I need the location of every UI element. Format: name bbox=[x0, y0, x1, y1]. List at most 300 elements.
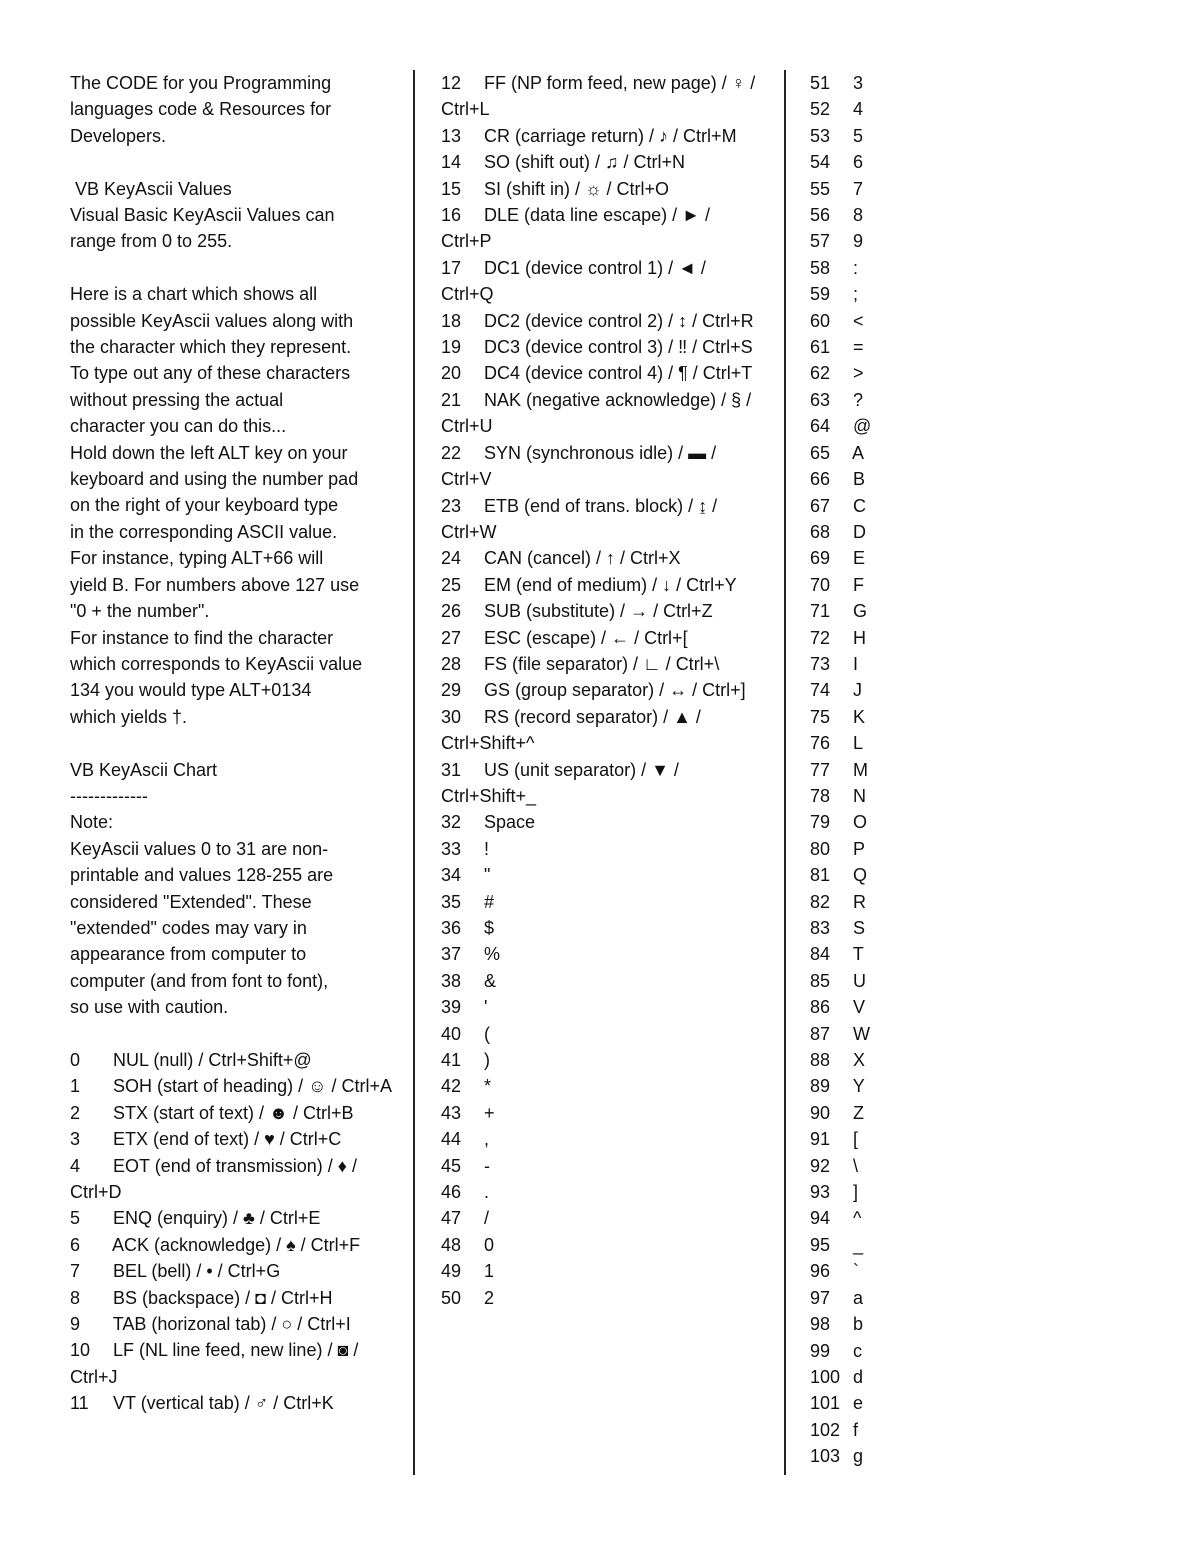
code-entry bbox=[810, 70, 930, 96]
intro-line bbox=[70, 149, 400, 175]
code-description: ACK (acknowledge) / ♠ / Ctrl+F bbox=[112, 1234, 361, 1255]
code-entry bbox=[441, 1285, 763, 1311]
code-entry bbox=[70, 1390, 400, 1416]
code-number: 65 bbox=[810, 442, 831, 463]
code-entry bbox=[810, 1047, 930, 1073]
intro-line: To type out any of these characters bbox=[70, 363, 351, 384]
code-description: A bbox=[852, 442, 865, 463]
code-description: DC1 (device control 1) / ◄ / Ctrl+Q bbox=[441, 257, 706, 305]
code-number: 91 bbox=[810, 1129, 831, 1150]
code-number: 6 bbox=[70, 1234, 81, 1255]
intro-line: possible KeyAscii values along with bbox=[70, 310, 354, 331]
code-number: 30 bbox=[441, 706, 462, 727]
code-number: 3 bbox=[70, 1129, 81, 1150]
code-description: FS (file separator) / ∟ / Ctrl+\ bbox=[484, 653, 720, 674]
code-number: 37 bbox=[441, 944, 462, 965]
column-divider-1 bbox=[413, 70, 415, 1475]
code-number: 88 bbox=[810, 1050, 831, 1071]
code-entry bbox=[441, 704, 763, 757]
intro-line: 134 you would type ALT+0134 bbox=[70, 680, 312, 701]
code-number: 96 bbox=[810, 1261, 831, 1282]
intro-line: without pressing the actual bbox=[70, 389, 284, 410]
code-entry bbox=[441, 915, 763, 941]
code-description: L bbox=[853, 733, 864, 754]
code-number: 51 bbox=[810, 73, 831, 93]
code-description: $ bbox=[484, 918, 495, 938]
code-description: FF (NP form feed, new page) / ♀ / Ctrl+L bbox=[441, 73, 756, 120]
code-number: 21 bbox=[441, 389, 462, 410]
code-entry bbox=[810, 1338, 930, 1364]
code-number: 48 bbox=[441, 1234, 462, 1255]
code-entry bbox=[441, 255, 763, 308]
code-description: ( bbox=[484, 1023, 491, 1044]
code-entry bbox=[441, 889, 763, 915]
code-entry bbox=[810, 809, 930, 835]
code-description: * bbox=[484, 1076, 492, 1097]
intro-line: Visual Basic KeyAscii Values can bbox=[70, 205, 335, 226]
code-description: / bbox=[484, 1208, 490, 1229]
code-description: g bbox=[853, 1446, 864, 1467]
intro-line: on the right of your keyboard type bbox=[70, 495, 339, 516]
code-number: 99 bbox=[810, 1340, 831, 1361]
code-number: 5 bbox=[70, 1208, 81, 1229]
intro-line: Developers. bbox=[70, 125, 167, 146]
code-description: ENQ (enquiry) / ♣ / Ctrl+E bbox=[113, 1208, 321, 1229]
code-entry bbox=[441, 1179, 763, 1205]
code-entry bbox=[810, 783, 930, 809]
code-number: 41 bbox=[441, 1050, 462, 1071]
code-number: 83 bbox=[810, 918, 831, 938]
intro-line: "0 + the number". bbox=[70, 601, 210, 622]
code-description: SO (shift out) / ♫ / Ctrl+N bbox=[484, 152, 686, 173]
code-description: F bbox=[853, 574, 865, 595]
code-number: 75 bbox=[810, 706, 831, 727]
code-description: NUL (null) / Ctrl+Shift+@ bbox=[113, 1049, 312, 1070]
code-entry bbox=[441, 651, 763, 677]
left-column bbox=[70, 70, 400, 1417]
code-description: DC3 (device control 3) / ‼ / Ctrl+S bbox=[484, 337, 753, 358]
code-entry bbox=[441, 1047, 763, 1073]
code-entry bbox=[810, 1285, 930, 1311]
code-description: ETX (end of text) / ♥ / Ctrl+C bbox=[113, 1129, 342, 1150]
code-description: P bbox=[853, 838, 866, 859]
intro-line: appearance from computer to bbox=[70, 944, 307, 965]
code-description: N bbox=[853, 785, 867, 806]
intro-line: range from 0 to 255. bbox=[70, 231, 233, 252]
intro-line: The CODE for you Programming bbox=[70, 73, 332, 93]
code-number: 73 bbox=[810, 653, 831, 674]
code-entry bbox=[441, 862, 763, 888]
code-entry bbox=[810, 96, 930, 122]
code-number: 79 bbox=[810, 812, 831, 833]
code-number: 98 bbox=[810, 1314, 831, 1335]
code-description: E bbox=[853, 548, 866, 569]
code-number: 90 bbox=[810, 1102, 831, 1123]
intro-line: which yields †. bbox=[70, 706, 188, 727]
code-entry bbox=[441, 493, 763, 546]
intro-line: languages code & Resources for bbox=[70, 99, 332, 120]
code-entry bbox=[810, 334, 930, 360]
intro-line: VB KeyAscii Chart bbox=[70, 759, 218, 780]
code-entry bbox=[810, 677, 930, 703]
intro-line: Hold down the left ALT key on your bbox=[70, 442, 348, 463]
code-description: K bbox=[853, 706, 866, 727]
code-number: 85 bbox=[810, 970, 831, 991]
code-entry bbox=[70, 1126, 400, 1152]
code-number: 97 bbox=[810, 1287, 831, 1308]
code-entry bbox=[810, 1153, 930, 1179]
code-number: 74 bbox=[810, 680, 831, 701]
code-entry bbox=[441, 123, 763, 149]
code-description: ) bbox=[484, 1050, 491, 1071]
code-number: 13 bbox=[441, 125, 462, 146]
code-number: 63 bbox=[810, 389, 831, 410]
code-description: O bbox=[853, 812, 868, 833]
code-list-part-3 bbox=[810, 70, 930, 1470]
code-number: 35 bbox=[441, 891, 462, 912]
code-number: 57 bbox=[810, 231, 831, 252]
code-number: 42 bbox=[441, 1076, 462, 1097]
intro-line: For instance, typing ALT+66 will bbox=[70, 548, 324, 569]
code-description: CR (carriage return) / ♪ / Ctrl+M bbox=[484, 125, 737, 146]
code-entry bbox=[810, 598, 930, 624]
code-description: LF (NL line feed, new line) / ◙ / Ctrl+J bbox=[70, 1340, 359, 1387]
code-entry bbox=[441, 70, 763, 123]
code-number: 18 bbox=[441, 310, 462, 331]
code-number: 66 bbox=[810, 469, 831, 490]
intro-line: For instance to find the character bbox=[70, 627, 334, 648]
code-number: 9 bbox=[70, 1314, 81, 1335]
code-number: 12 bbox=[441, 73, 462, 93]
code-entry bbox=[810, 308, 930, 334]
intro-line: "extended" codes may vary in bbox=[70, 917, 307, 938]
code-description: a bbox=[853, 1287, 864, 1308]
code-description: STX (start of text) / ☻ / Ctrl+B bbox=[113, 1102, 354, 1123]
code-description: Y bbox=[852, 1076, 865, 1097]
code-description: < bbox=[853, 310, 864, 331]
code-number: 26 bbox=[441, 601, 462, 622]
code-number: 17 bbox=[441, 257, 462, 278]
code-description: ? bbox=[853, 389, 864, 410]
code-number: 15 bbox=[441, 178, 462, 199]
code-entry bbox=[441, 149, 763, 175]
code-number: 20 bbox=[441, 363, 462, 384]
code-entry bbox=[441, 387, 763, 440]
code-entry bbox=[810, 625, 930, 651]
code-description: ' bbox=[484, 997, 488, 1018]
code-entry bbox=[70, 1232, 400, 1258]
code-number: 25 bbox=[441, 574, 462, 595]
code-number: 14 bbox=[441, 152, 462, 173]
code-entry bbox=[810, 281, 930, 307]
intro-text bbox=[70, 70, 400, 1047]
code-description: 6 bbox=[853, 152, 864, 173]
code-description: Space bbox=[484, 812, 536, 833]
code-number: 19 bbox=[441, 337, 462, 358]
code-description: BEL (bell) / • / Ctrl+G bbox=[113, 1261, 281, 1282]
code-entry bbox=[70, 1285, 400, 1311]
code-entry bbox=[441, 1100, 763, 1126]
code-entry bbox=[810, 704, 930, 730]
code-entry bbox=[441, 308, 763, 334]
code-entry bbox=[441, 941, 763, 967]
code-number: 68 bbox=[810, 521, 831, 542]
code-description: V bbox=[853, 997, 866, 1018]
code-number: 47 bbox=[441, 1208, 462, 1229]
code-description: . bbox=[484, 1182, 490, 1203]
code-description: d bbox=[853, 1366, 864, 1387]
code-entry bbox=[70, 1337, 400, 1390]
intro-line: character you can do this... bbox=[70, 416, 287, 437]
code-description: S bbox=[853, 918, 866, 938]
code-description: - bbox=[484, 1155, 491, 1176]
code-entry bbox=[810, 836, 930, 862]
code-number: 87 bbox=[810, 1023, 831, 1044]
code-entry bbox=[441, 334, 763, 360]
code-number: 7 bbox=[70, 1261, 81, 1282]
code-number: 78 bbox=[810, 785, 831, 806]
code-number: 89 bbox=[810, 1076, 831, 1097]
code-description: M bbox=[853, 759, 869, 780]
code-entry bbox=[810, 545, 930, 571]
code-entry bbox=[810, 1205, 930, 1231]
code-description: \ bbox=[853, 1155, 859, 1176]
code-number: 22 bbox=[441, 442, 462, 463]
code-description: ` bbox=[853, 1261, 860, 1282]
code-number: 76 bbox=[810, 733, 831, 754]
code-entry bbox=[441, 360, 763, 386]
code-entry bbox=[70, 1153, 400, 1206]
code-description: 7 bbox=[853, 178, 864, 199]
code-description: ] bbox=[853, 1182, 859, 1203]
intro-line: which corresponds to KeyAscii value bbox=[70, 653, 363, 674]
code-number: 23 bbox=[441, 495, 462, 516]
code-number: 28 bbox=[441, 653, 462, 674]
code-list-part-1 bbox=[70, 1047, 400, 1417]
code-entry bbox=[441, 1205, 763, 1231]
code-description: RS (record separator) / ▲ / Ctrl+Shift+^ bbox=[441, 706, 701, 754]
code-entry bbox=[810, 572, 930, 598]
code-entry bbox=[810, 387, 930, 413]
code-description: NAK (negative acknowledge) / § / Ctrl+U bbox=[441, 389, 752, 437]
code-entry bbox=[810, 228, 930, 254]
code-number: 56 bbox=[810, 205, 831, 226]
code-entry bbox=[441, 757, 763, 810]
code-entry bbox=[441, 677, 763, 703]
code-entry bbox=[441, 1153, 763, 1179]
code-description: ; bbox=[853, 284, 859, 305]
code-entry bbox=[441, 440, 763, 493]
code-entry bbox=[441, 625, 763, 651]
code-description: Z bbox=[853, 1102, 865, 1123]
intro-line: yield B. For numbers above 127 use bbox=[70, 574, 360, 595]
code-entry bbox=[810, 889, 930, 915]
code-entry bbox=[810, 1073, 930, 1099]
code-entry bbox=[441, 994, 763, 1020]
code-description: 9 bbox=[853, 231, 864, 252]
code-number: 44 bbox=[441, 1129, 462, 1150]
code-number: 34 bbox=[441, 865, 462, 886]
code-number: 2 bbox=[70, 1102, 81, 1123]
code-entry bbox=[441, 836, 763, 862]
code-entry bbox=[810, 862, 930, 888]
code-description: I bbox=[853, 653, 859, 674]
code-description: + bbox=[484, 1102, 495, 1123]
intro-line: printable and values 128-255 are bbox=[70, 865, 334, 886]
code-description: 3 bbox=[853, 73, 864, 93]
right-column bbox=[810, 70, 930, 1470]
code-description: 5 bbox=[853, 125, 864, 146]
code-number: 49 bbox=[441, 1261, 462, 1282]
code-number: 84 bbox=[810, 944, 831, 965]
code-description: ! bbox=[484, 838, 490, 859]
code-description: B bbox=[853, 469, 866, 490]
intro-line: KeyAscii values 0 to 31 are non- bbox=[70, 838, 329, 859]
code-description: 1 bbox=[484, 1261, 495, 1282]
code-number: 92 bbox=[810, 1155, 831, 1176]
intro-line: so use with caution. bbox=[70, 997, 229, 1018]
code-number: 101 bbox=[810, 1393, 841, 1414]
code-description: VT (vertical tab) / ♂ / Ctrl+K bbox=[113, 1393, 334, 1414]
code-number: 0 bbox=[70, 1049, 81, 1070]
code-number: 54 bbox=[810, 152, 831, 173]
code-description: " bbox=[484, 865, 491, 886]
code-description: R bbox=[853, 891, 867, 912]
code-description: W bbox=[853, 1023, 871, 1044]
code-number: 16 bbox=[441, 205, 462, 226]
code-description: U bbox=[853, 970, 867, 991]
code-description: e bbox=[853, 1393, 864, 1414]
code-number: 46 bbox=[441, 1182, 462, 1203]
code-description: , bbox=[484, 1129, 490, 1150]
middle-column bbox=[441, 70, 763, 1311]
code-number: 40 bbox=[441, 1023, 462, 1044]
code-number: 32 bbox=[441, 812, 462, 833]
code-entry bbox=[810, 360, 930, 386]
code-entry bbox=[441, 1021, 763, 1047]
code-description: GS (group separator) / ↔ / Ctrl+] bbox=[484, 680, 746, 701]
code-number: 81 bbox=[810, 865, 831, 886]
code-description: Q bbox=[853, 865, 868, 886]
code-entry bbox=[810, 413, 930, 439]
code-description: @ bbox=[853, 416, 872, 437]
code-number: 36 bbox=[441, 918, 462, 938]
code-number: 29 bbox=[441, 680, 462, 701]
code-description: % bbox=[484, 944, 501, 965]
code-description: SUB (substitute) / → / Ctrl+Z bbox=[484, 601, 713, 622]
code-entry bbox=[810, 1258, 930, 1284]
code-description: ESC (escape) / ← / Ctrl+[ bbox=[484, 627, 688, 648]
code-number: 45 bbox=[441, 1155, 462, 1176]
code-number: 11 bbox=[70, 1393, 89, 1414]
code-entry bbox=[70, 1311, 400, 1337]
code-description: ETB (end of trans. block) / ↨ / Ctrl+W bbox=[441, 495, 718, 542]
code-number: 31 bbox=[441, 759, 462, 780]
code-entry bbox=[810, 730, 930, 756]
code-number: 59 bbox=[810, 284, 831, 305]
code-entry bbox=[810, 1100, 930, 1126]
code-description: 0 bbox=[484, 1234, 495, 1255]
intro-line bbox=[70, 730, 400, 756]
code-entry bbox=[810, 941, 930, 967]
code-number: 70 bbox=[810, 574, 831, 595]
code-entry bbox=[70, 1205, 400, 1231]
code-description: [ bbox=[853, 1129, 859, 1150]
intro-line: computer (and from font to font), bbox=[70, 970, 329, 991]
code-entry bbox=[441, 968, 763, 994]
code-number: 72 bbox=[810, 627, 831, 648]
code-description: = bbox=[853, 337, 864, 358]
code-description: c bbox=[853, 1340, 863, 1361]
code-number: 53 bbox=[810, 125, 831, 146]
code-description: G bbox=[853, 601, 868, 622]
code-number: 10 bbox=[70, 1340, 91, 1361]
code-entry bbox=[810, 493, 930, 519]
code-description: ^ bbox=[853, 1208, 862, 1229]
code-description: EOT (end of transmission) / ♦ / Ctrl+D bbox=[70, 1155, 357, 1202]
code-number: 52 bbox=[810, 99, 831, 120]
code-description: : bbox=[853, 257, 859, 278]
code-description: DC2 (device control 2) / ↕ / Ctrl+R bbox=[484, 310, 754, 331]
code-number: 43 bbox=[441, 1102, 462, 1123]
code-description: H bbox=[853, 627, 867, 648]
code-description: SYN (synchronous idle) / ▬ / Ctrl+V bbox=[441, 442, 717, 490]
code-entry bbox=[810, 1417, 930, 1443]
code-number: 62 bbox=[810, 363, 831, 384]
code-entry bbox=[810, 968, 930, 994]
code-entry bbox=[810, 651, 930, 677]
code-entry bbox=[70, 1258, 400, 1284]
code-entry bbox=[70, 1100, 400, 1126]
column-divider-2 bbox=[784, 70, 786, 1475]
code-description: DC4 (device control 4) / ¶ / Ctrl+T bbox=[484, 363, 753, 384]
code-entry bbox=[441, 202, 763, 255]
code-entry bbox=[441, 809, 763, 835]
code-number: 64 bbox=[810, 416, 831, 437]
code-number: 60 bbox=[810, 310, 831, 331]
code-entry bbox=[810, 176, 930, 202]
intro-line: the character which they represent. bbox=[70, 337, 352, 358]
code-number: 86 bbox=[810, 997, 831, 1018]
code-number: 77 bbox=[810, 759, 831, 780]
intro-line: VB KeyAscii Values bbox=[70, 178, 232, 199]
code-description: 2 bbox=[484, 1287, 495, 1308]
code-number: 67 bbox=[810, 495, 831, 516]
code-number: 8 bbox=[70, 1287, 81, 1308]
code-number: 58 bbox=[810, 257, 831, 278]
code-description: 4 bbox=[853, 99, 864, 120]
code-number: 38 bbox=[441, 970, 462, 991]
code-number: 95 bbox=[810, 1234, 831, 1255]
code-number: 93 bbox=[810, 1182, 831, 1203]
code-description: SOH (start of heading) / ☺ / Ctrl+A bbox=[113, 1076, 392, 1097]
code-description: X bbox=[853, 1050, 866, 1071]
code-entry bbox=[810, 202, 930, 228]
intro-line: Here is a chart which shows all bbox=[70, 284, 318, 305]
code-entry bbox=[441, 1073, 763, 1099]
code-number: 1 bbox=[70, 1076, 81, 1097]
code-entry bbox=[810, 1364, 930, 1390]
code-number: 80 bbox=[810, 838, 831, 859]
code-description: _ bbox=[853, 1234, 864, 1255]
code-description: TAB (horizonal tab) / ○ / Ctrl+I bbox=[112, 1314, 351, 1335]
code-number: 94 bbox=[810, 1208, 831, 1229]
code-entry bbox=[810, 123, 930, 149]
code-number: 71 bbox=[810, 601, 831, 622]
code-description: CAN (cancel) / ↑ / Ctrl+X bbox=[484, 548, 681, 569]
code-description: 8 bbox=[853, 205, 864, 226]
intro-line: considered "Extended". These bbox=[70, 891, 312, 912]
